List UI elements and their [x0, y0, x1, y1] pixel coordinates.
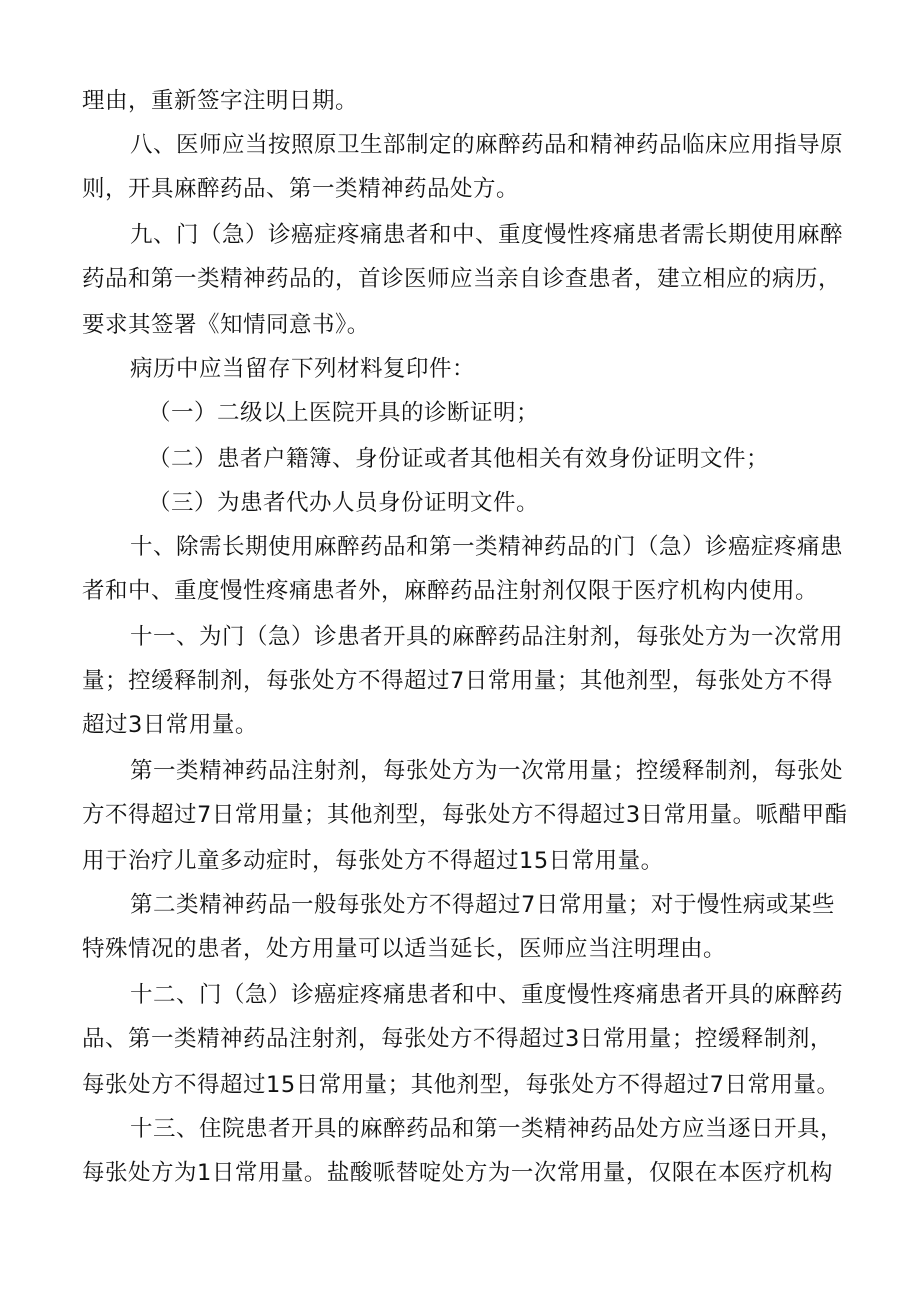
text-line: 每张处方为1日常用量。盐酸哌替啶处方为一次常用量，仅限在本医疗机构	[82, 1160, 833, 1186]
text-line: 八、医师应当按照原卫生部制定的麻醉药品和精神药品临床应用指导原	[130, 132, 844, 158]
text-line: 每张处方不得超过15日常用量；其他剂型，每张处方不得超过7日常用量。	[82, 1072, 840, 1098]
text-line: 第一类精神药品注射剂，每张处方为一次常用量；控缓释制剂，每张处	[130, 758, 844, 784]
text-line: 十一、为门（急）诊患者开具的麻醉药品注射剂，每张处方为一次常用	[130, 624, 844, 650]
text-line: 理由，重新签字注明日期。	[82, 88, 359, 114]
text-line: 者和中、重度慢性疼痛患者外，麻醉药品注射剂仅限于医疗机构内使用。	[82, 578, 819, 604]
text-line: 病历中应当留存下列材料复印件：	[130, 356, 476, 382]
text-line: 十二、门（急）诊癌症疼痛患者和中、重度慢性疼痛患者开具的麻醉药	[130, 982, 844, 1008]
text-line: （一）二级以上医院开具的诊断证明；	[148, 400, 540, 426]
text-line: 品、第一类精神药品注射剂，每张处方不得超过3日常用量；控缓释制剂，	[82, 1026, 833, 1052]
text-line: 超过3日常用量。	[82, 712, 258, 738]
text-line: 要求其签署《知情同意书》。	[82, 312, 370, 338]
text-line: （二）患者户籍簿、身份证或者其他相关有效身份证明文件；	[148, 446, 770, 472]
text-line: 用于治疗儿童多动症时，每张处方不得超过15日常用量。	[82, 848, 664, 874]
text-line: 十、除需长期使用麻醉药品和第一类精神药品的门（急）诊癌症疼痛患	[130, 534, 844, 560]
text-line: 量；控缓释制剂，每张处方不得超过7日常用量；其他剂型，每张处方不得	[82, 668, 833, 694]
text-line: 则，开具麻醉药品、第一类精神药品处方。	[82, 176, 520, 202]
text-line: （三）为患者代办人员身份证明文件。	[148, 490, 540, 516]
text-line: 特殊情况的患者，处方用量可以适当延长，医师应当注明理由。	[82, 936, 727, 962]
text-line: 方不得超过7日常用量；其他剂型，每张处方不得超过3日常用量。哌醋甲酯	[82, 802, 848, 828]
text-line: 药品和第一类精神药品的，首诊医师应当亲自诊查患者，建立相应的病历，	[82, 266, 842, 292]
text-line: 九、门（急）诊癌症疼痛患者和中、重度慢性疼痛患者需长期使用麻醉	[130, 222, 844, 248]
text-line: 第二类精神药品一般每张处方不得超过7日常用量；对于慢性病或某些	[130, 892, 835, 918]
text-line: 十三、住院患者开具的麻醉药品和第一类精神药品处方应当逐日开具，	[130, 1116, 844, 1142]
